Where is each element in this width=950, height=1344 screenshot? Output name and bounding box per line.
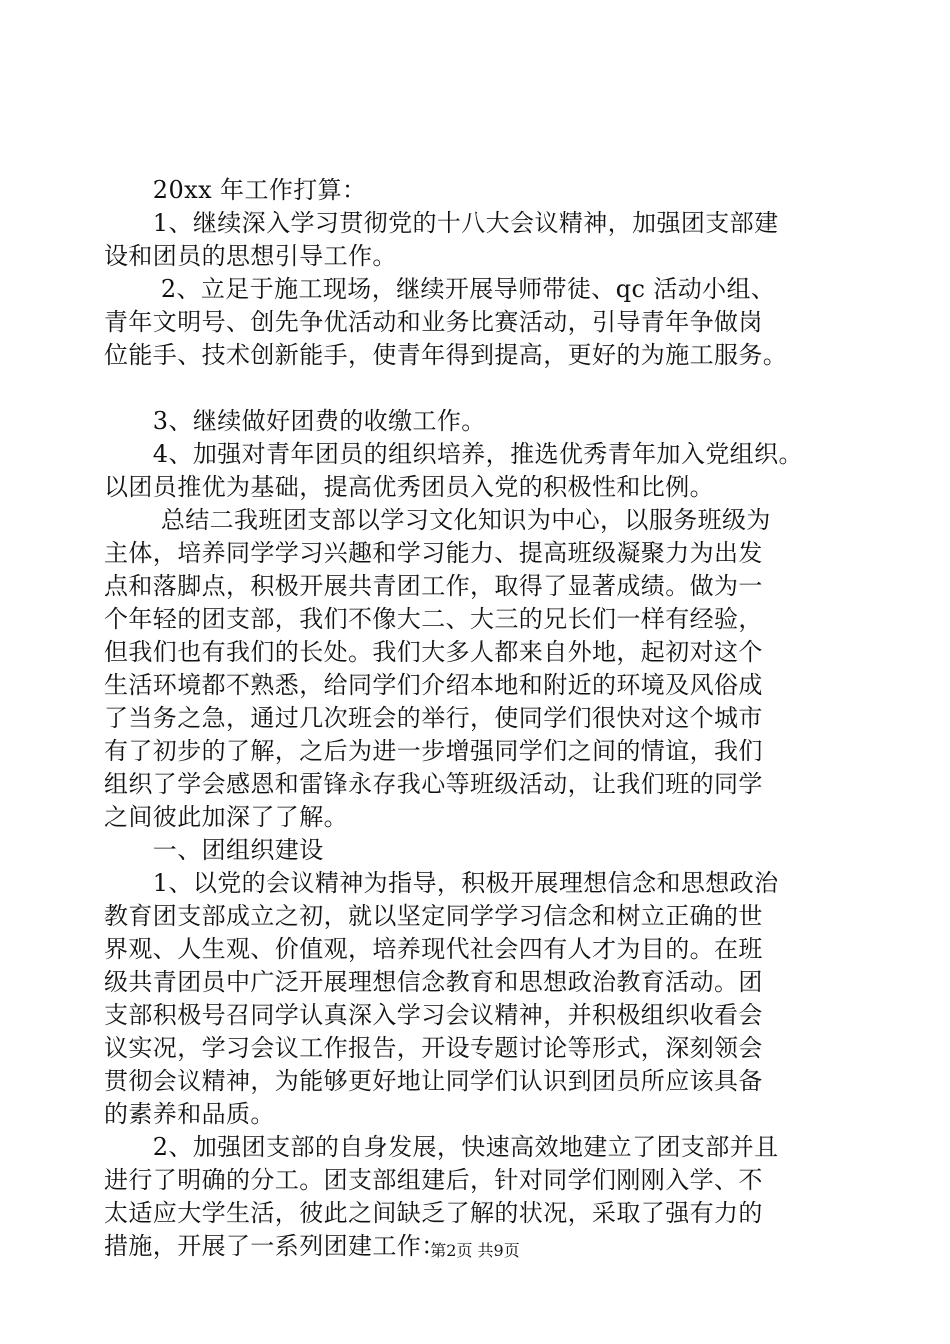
paragraph-line: 1、继续深入学习贯彻党的十八大会议精神，加强团支部建 [104,209,779,237]
paragraph-line: 3、继续做好团费的收缴工作。 [104,407,486,435]
section-heading: 一、团组织建设 [104,836,324,864]
paragraph-line: 点和落脚点，积极开展共青团工作，取得了显著成绩。做为一 [104,572,763,600]
paragraph-line: 以团员推优为基础，提高优秀团员入党的积极性和比例。 [104,473,714,501]
paragraph-line: 进行了明确的分工。团支部组建后，针对同学们刚刚入学、不 [104,1166,763,1194]
paragraph-line: 了当务之急，通过几次班会的举行，使同学们很快对这个城市 [104,704,763,732]
paragraph-line: 太适应大学生活，彼此之间缺乏了解的状况，采取了强有力的 [104,1199,763,1227]
page-footer: 第2页 共9页 [430,1241,520,1260]
paragraph-line: 有了初步的了解，之后为进一步增强同学们之间的情谊，我们 [104,737,763,765]
paragraph-line: 措施，开展了一系列团建工作： [104,1232,446,1260]
paragraph-line: 个年轻的团支部，我们不像大二、大三的兄长们一样有经验， [104,605,763,633]
paragraph-line: 级共青团员中广泛开展理想信念教育和思想政治教育活动。团 [104,968,763,996]
paragraph-line: 4、加强对青年团员的组织培养，推选优秀青年加入党组织。 [104,440,803,468]
paragraph-line: 议实况，学习会议工作报告，开设专题讨论等形式，深刻领会 [104,1034,763,1062]
paragraph-line: 的素养和品质。 [104,1100,275,1128]
paragraph-line: 但我们也有我们的长处。我们大多人都来自外地，起初对这个 [104,638,763,666]
heading-2020-plan: 20xx 年工作打算： [104,176,367,204]
paragraph-line: 主体，培养同学学习兴趣和学习能力、提高班级凝聚力为出发 [104,539,763,567]
paragraph-line: 支部积极号召同学认真深入学习会议精神，并积极组织收看会 [104,1001,763,1029]
document-body [104,174,864,1263]
paragraph-line: 教育团支部成立之初，就以坚定同学学习信念和树立正确的世 [104,902,763,930]
paragraph-line: 组织了学会感恩和雷锋永存我心等班级活动，让我们班的同学 [104,770,763,798]
paragraph-line: 设和团员的思想引导工作。 [104,242,397,270]
paragraph-line: 界观、人生观、价值观，培养现代社会四有人才为目的。在班 [104,935,763,963]
paragraph-line: 生活环境都不熟悉，给同学们介绍本地和附近的环境及风俗成 [104,671,763,699]
blank-line [104,372,864,405]
paragraph-line: 贯彻会议精神，为能够更好地让同学们认识到团员所应该具备 [104,1067,763,1095]
paragraph-line: 2、加强团支部的自身发展，快速高效地建立了团支部并且 [104,1133,779,1161]
paragraph-line: 青年文明号、创先争优活动和业务比赛活动，引导青年争做岗 [104,308,763,336]
paragraph-line: 位能手、技术创新能手，使青年得到提高，更好的为施工服务。 [104,341,788,369]
paragraph-line: 总结二我班团支部以学习文化知识为中心，以服务班级为 [104,506,771,534]
paragraph-line: 2、立足于施工现场，继续开展导师带徒、qc 活动小组、 [104,275,776,303]
paragraph-line: 1、以党的会议精神为指导，积极开展理想信念和思想政治 [104,869,779,897]
paragraph-line: 之间彼此加深了了解。 [104,803,348,831]
